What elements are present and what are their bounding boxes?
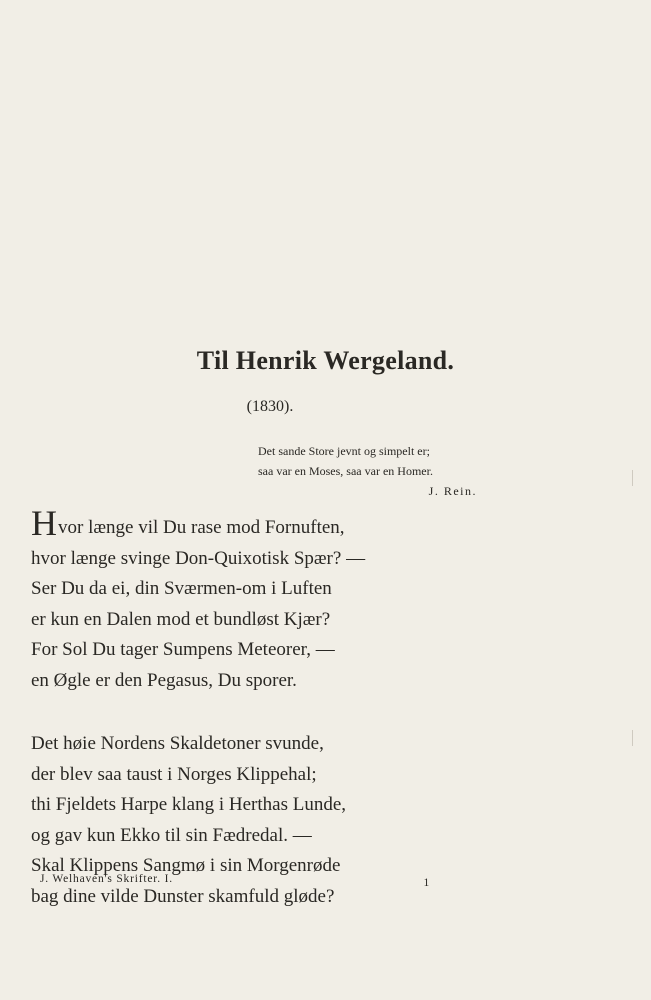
poem-line: hvor længe svinge Don-Quixotisk Spær? — [31,547,366,569]
poem-line: Skal Klippens Sangmø i sin Morgenrøde [31,855,341,876]
poem-line: bag dine vilde Dunster skamfuld gløde? [31,885,335,907]
poem-line [31,503,451,544]
poem-line: er kun en Dalen mod et bundløst Kjær? [31,608,331,630]
signature-mark: 1 [423,877,430,889]
poem-line: Det høie Nordens Skaldetoner svunde, [31,733,324,754]
poem-line: en Øgle er den Pegasus, Du sporer. [31,669,297,691]
poem-line: og gav kun Ekko til sin Fædredal. — [31,824,312,846]
page-edge-mark [632,730,641,746]
poem-title: Til Henrik Wergeland. [196,346,455,375]
poem-line: For Sol Du tager Sumpens Meteorer, — [31,639,335,660]
page-edge-mark [632,470,641,486]
stanza-1 [31,503,451,696]
epigraph [258,441,513,501]
epigraph-author: J. Rein. [428,484,477,498]
epigraph-line: Det sande Store jevnt og simpelt er; [258,444,430,458]
poem-line: thi Fjeldets Harpe klang i Herthas Lunde, [31,794,347,815]
poem-line-text: vor længe vil Du rase mod Fornuften, [58,517,345,538]
poem-line: der blev saa taust i Norges Klippehal; [31,763,317,785]
footer-text: J. Welhaven's Skrifter. I. [40,873,173,885]
drop-cap: H [31,503,57,543]
poem-line: Ser Du da ei, din Sværmen-om i Luften [31,578,332,599]
poem-year: (1830). [246,398,294,415]
page-footer [40,873,430,889]
epigraph-line: saa var en Moses, saa var en Homer. [258,464,433,478]
